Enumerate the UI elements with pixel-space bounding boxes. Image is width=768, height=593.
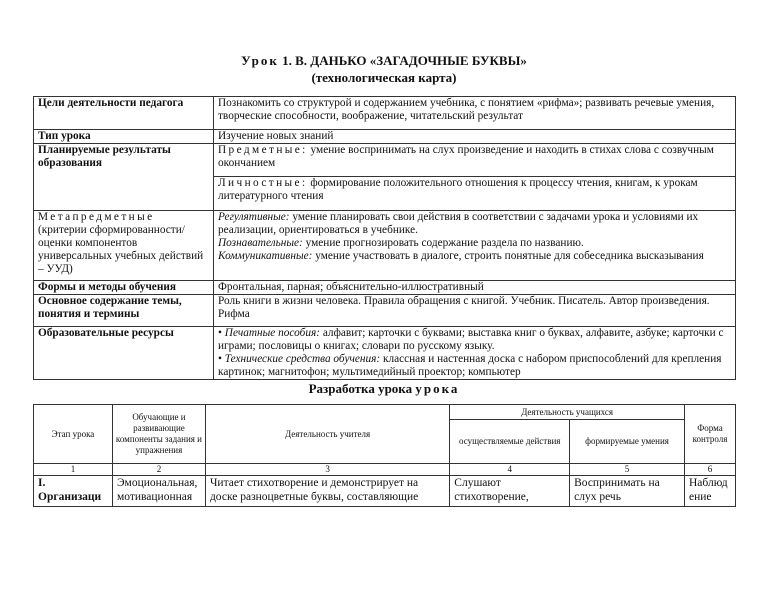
- title-prefix: Урок: [241, 53, 279, 68]
- meta-label-cell: [34, 211, 214, 281]
- lesson-type-label: Тип урока: [34, 130, 214, 144]
- row-skills: Воспринимать на слух речь: [570, 476, 685, 507]
- tech-card-table: [33, 96, 736, 380]
- planned-results-label: Планируемые результаты образования: [34, 144, 214, 211]
- column-number: 6: [684, 464, 735, 476]
- communicative-label: Коммуникативные:: [218, 250, 313, 262]
- forms-label: Формы и методы обучения: [34, 281, 214, 295]
- regulative-label: Регулятивные:: [218, 211, 290, 223]
- meta-value-cell: [214, 211, 736, 281]
- resources-value-cell: [214, 327, 736, 380]
- forms-value: Фронтальная, парная; объяснительно-иллюстративный: [214, 281, 736, 295]
- header-teacher: Деятельность учителя: [205, 405, 449, 464]
- planned-results-cell: [214, 144, 736, 211]
- subject-results: [214, 144, 735, 176]
- communicative-value: умение участвовать в диалоге, строить понятные для собеседника высказывания: [315, 250, 704, 262]
- column-number: 3: [205, 464, 449, 476]
- subject-label: Предметные:: [218, 144, 308, 156]
- content-value: Роль книги в жизни человека. Правила обращения с книгой. Учебник. Писатель. Автор произведения. Рифма: [214, 295, 736, 327]
- meta-label: Метапредметные: [38, 211, 155, 223]
- row-components: Эмоциональная, мотивационная: [112, 476, 205, 507]
- column-number: 1: [34, 464, 113, 476]
- header-row-1: [34, 405, 736, 420]
- header-students-group: Деятельность учащихся: [450, 405, 685, 420]
- column-number: 4: [450, 464, 570, 476]
- header-skills: формируемые умения: [570, 420, 685, 464]
- row-teacher: Читает стихотворение и демонстрирует на доске разноцветные буквы, составляющие: [205, 476, 449, 507]
- resources-row: [34, 327, 736, 380]
- regulative-value: умение планировать свои действия в соответствии с задачами урока и условиями их реализации, ориентироваться в учебнике.: [218, 211, 699, 236]
- personal-label: Личностные:: [218, 177, 308, 189]
- meta-label-rest: (критерии сформированности/оценки компонентов универсальных учебных действий – УУД): [38, 224, 204, 275]
- row-control: Наблюд ение: [684, 476, 735, 507]
- page-title: [0, 53, 768, 69]
- section-title-spaced: урока: [415, 381, 460, 396]
- tech-value: классная и настенная доска с набором приспособлений для крепления картинок; магнитофон; мультимедийный проектор; компьютер: [218, 353, 722, 378]
- cognitive-value: умение прогнозировать содержание раздела по названию.: [305, 237, 584, 249]
- column-number: 5: [570, 464, 685, 476]
- bullet-icon: •: [218, 327, 222, 339]
- goals-label: Цели деятельности педагога: [34, 97, 214, 130]
- planned-results-row: [34, 144, 736, 211]
- goals-row: [34, 97, 736, 130]
- goals-value: Познакомить со структурой и содержанием учебника, с понятием «рифма»; развивать речевые умения, творческие способности, воображение, читательский результат: [214, 97, 736, 130]
- bullet-icon: •: [218, 353, 222, 365]
- content-row: [34, 295, 736, 327]
- personal-value: формирование положительного отношения к процессу чтения, книгам, к урокам литературного чтения: [218, 177, 698, 202]
- row-actions: Слушают стихотворение,: [450, 476, 570, 507]
- header-actions: осуществляемые действия: [450, 420, 570, 464]
- resources-label: Образовательные ресурсы: [34, 327, 214, 380]
- title-main: 1. В. ДАНЬКО «ЗАГАДОЧНЫЕ БУКВЫ»: [282, 53, 527, 68]
- row-stage: I. Организаци: [34, 476, 113, 507]
- content-label: Основное содержание темы, понятия и термины: [34, 295, 214, 327]
- section-title-main: Разработка урока: [308, 381, 413, 396]
- column-number-row: [34, 464, 736, 476]
- printed-value: алфавит; карточки с буквами; выставка книг о буквах, алфавите, азбуке; карточки с играми; пословицы о книгах; словари по русскому языку.: [218, 327, 724, 352]
- lesson-type-row: [34, 130, 736, 144]
- printed-label: Печатные пособия:: [224, 327, 320, 339]
- table-row: [34, 476, 736, 507]
- tech-label: Технические средства обучения:: [224, 353, 381, 365]
- cognitive-label: Познавательные:: [218, 237, 303, 249]
- page-subtitle: (технологическая карта): [311, 70, 457, 85]
- meta-row: [34, 211, 736, 281]
- personal-results: [214, 176, 735, 210]
- forms-row: [34, 281, 736, 295]
- lesson-table: [33, 404, 736, 507]
- header-control: Форма контроля: [684, 405, 735, 464]
- column-number: 2: [112, 464, 205, 476]
- header-components: Обучающие и развивающие компоненты задания и упражнения: [112, 405, 205, 464]
- header-stage: Этап урока: [34, 405, 113, 464]
- lesson-type-value: Изучение новых знаний: [214, 130, 736, 144]
- subject-value: умение воспринимать на слух произведение и находить в стихах слова с созвучным окончанием: [218, 144, 714, 169]
- section-title: [0, 381, 768, 397]
